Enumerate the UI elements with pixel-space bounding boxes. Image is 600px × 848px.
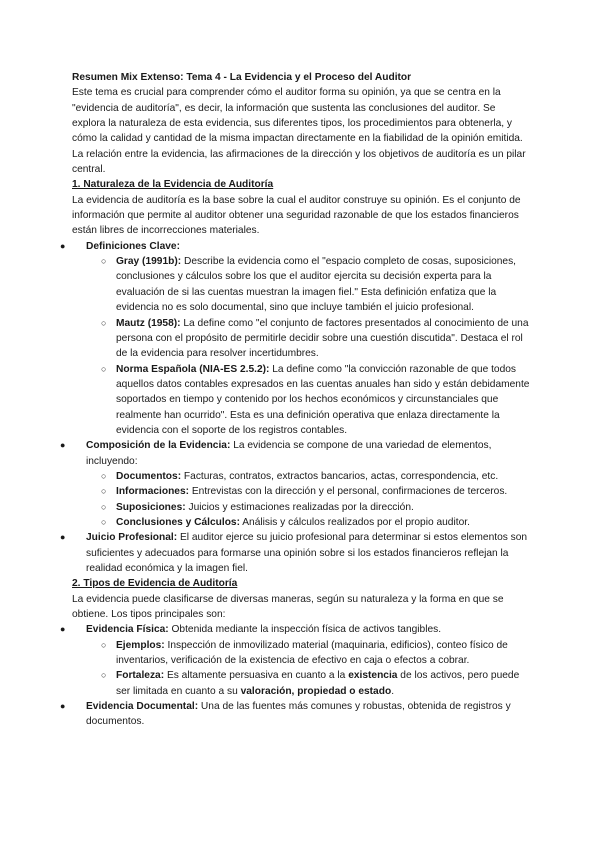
item-label: Mautz (1958): [116, 317, 181, 329]
item-text: La define como "la convicción razonable de que todos aquellos datos contables expresados en las cuentas anuales han sido y están debidamente soportados en tiempo y contenido por los hechos económicos y circunstanciales que realmente han ocurrido". Esta es una definición operativa que enlaza directamente la evidencia con el soporte de los registros contables. [116, 363, 530, 436]
list-item-definiciones [60, 239, 530, 438]
item-text: Análisis y cálculos realizados por el propio auditor. [239, 516, 470, 528]
document-page [60, 70, 530, 730]
circle-bullet-icon: ○ [101, 470, 107, 481]
item-emphasis: valoración, propiedad o estado [240, 685, 392, 697]
item-label: Suposiciones: [116, 501, 186, 513]
item-text: Inspección de inmovilizado material (maquinaria, edificios), conteo físico de inventarios, verificación de la existencia de efectivo en caja o efectos a cobrar. [116, 639, 508, 667]
item-label: Conclusiones y Cálculos: [116, 516, 240, 528]
item-label: Gray (1991b): [116, 256, 182, 268]
bullet-icon: ● [60, 624, 66, 635]
list-item [100, 484, 530, 499]
definiciones-label: Definiciones Clave: [86, 240, 180, 252]
circle-bullet-icon: ○ [101, 516, 107, 527]
list-item-fisica [60, 622, 530, 699]
list-item [100, 254, 530, 315]
section-2-heading: 2. Tipos de Evidencia de Auditoría [72, 578, 238, 590]
list-item [100, 362, 530, 439]
bullet-icon: ● [60, 532, 66, 543]
list-item [100, 515, 530, 530]
item-label: Fortaleza: [116, 670, 165, 682]
section-2-paragraph: La evidencia puede clasificarse de diversas maneras, según su naturaleza y la forma en que se obtiene. Los tipos principales son: [72, 593, 504, 621]
item-text: Facturas, contratos, extractos bancarios, actas, correspondencia, etc. [181, 470, 499, 482]
item-label: Informaciones: [116, 486, 190, 498]
list-item-juicio [60, 530, 530, 576]
circle-bullet-icon: ○ [101, 256, 107, 267]
composicion-text: La evidencia se compone de una variedad de elementos, incluyendo: [86, 440, 492, 467]
item-emphasis: existencia [348, 670, 398, 682]
list-item [100, 316, 530, 362]
section-1-list [60, 239, 530, 577]
juicio-text: El auditor ejerce su juicio profesional para determinar si estos elementos son suficientes y adecuados para formarse una opinión sobre si los estados financieros reflejan la realidad económica y la imagen fiel. [86, 532, 528, 574]
list-item [100, 638, 530, 669]
circle-bullet-icon: ○ [101, 363, 107, 374]
section-1-heading: 1. Naturaleza de la Evidencia de Auditoría [72, 179, 274, 191]
documental-text: Una de las fuentes más comunes y robustas, obtenida de registros y documentos. [86, 701, 511, 728]
bullet-icon: ● [60, 701, 66, 712]
list-item-composicion [60, 438, 530, 530]
circle-bullet-icon: ○ [101, 317, 107, 328]
item-text: La define como "el conjunto de factores presentados al conocimiento de una persona con el propósito de permitirle decidir sobre una cuestión discutida". Destaca el rol de la evidencia para resolver incertidumbres. [116, 317, 529, 360]
circle-bullet-icon: ○ [101, 486, 107, 497]
item-label: Ejemplos: [116, 639, 165, 651]
item-text: Entrevistas con la dirección y el personal, confirmaciones de terceros. [189, 486, 508, 498]
bullet-icon: ● [60, 440, 66, 451]
section-2-list [60, 622, 530, 729]
item-label: Norma Española (NIA-ES 2.5.2): [116, 363, 270, 375]
fisica-sublist [86, 638, 530, 699]
item-text: . [391, 685, 395, 697]
item-text: Juicios y estimaciones realizadas por la dirección. [185, 501, 414, 513]
documental-label: Evidencia Documental: [86, 701, 199, 713]
definiciones-sublist [86, 254, 530, 438]
circle-bullet-icon: ○ [101, 670, 107, 681]
item-text: Describe la evidencia como el "espacio completo de cosas, suposiciones, conclusiones y cálculos sobre los que el auditor ejercita su decisión experta para la evaluación de si las cuentas muestran la imagen fiel." Esta definición enfatiza que la evidencia no es solo documental, sino que incluye también el juicio profesional. [116, 256, 517, 314]
intro-paragraph: Este tema es crucial para comprender cómo el auditor forma su opinión, ya que se centra en la "evidencia de auditoría", es decir, la información que sustenta las conclusiones del auditor. Se explora la naturaleza de esta evidencia, sus diferentes tipos, los procedimientos para obtenerla, y cómo la calidad y cantidad de la misma impactan directamente en la fiabilidad de la opinión emitida. La relación entre la evidencia, las afirmaciones de la dirección y los objetivos de auditoría es un pilar central. [72, 87, 526, 176]
item-label: Documentos: [116, 470, 182, 482]
item-text: de los activos, pero puede ser limitada en cuanto a su [116, 670, 520, 697]
composicion-sublist [86, 469, 530, 530]
juicio-label: Juicio Profesional: [86, 532, 178, 544]
composicion-label: Composición de la Evidencia: [86, 440, 231, 452]
circle-bullet-icon: ○ [101, 501, 107, 512]
fisica-label: Evidencia Física: [86, 624, 169, 636]
fisica-text: Obtenida mediante la inspección física de activos tangibles. [168, 624, 442, 636]
document-title: Resumen Mix Extenso: Tema 4 - La Evidencia y el Proceso del Auditor [72, 72, 412, 83]
item-text: Es altamente persuasiva en cuanto a la [164, 670, 349, 682]
list-item-documental [60, 699, 530, 730]
list-item [100, 500, 530, 515]
list-item [100, 668, 530, 699]
list-item [100, 469, 530, 484]
section-1-paragraph: La evidencia de auditoría es la base sobre la cual el auditor construye su opinión. Es el conjunto de información que permite al auditor obtener una seguridad razonable de que los estados financieros están libres de incorrecciones materiales. [72, 194, 521, 237]
bullet-icon: ● [60, 240, 66, 251]
circle-bullet-icon: ○ [101, 639, 107, 650]
